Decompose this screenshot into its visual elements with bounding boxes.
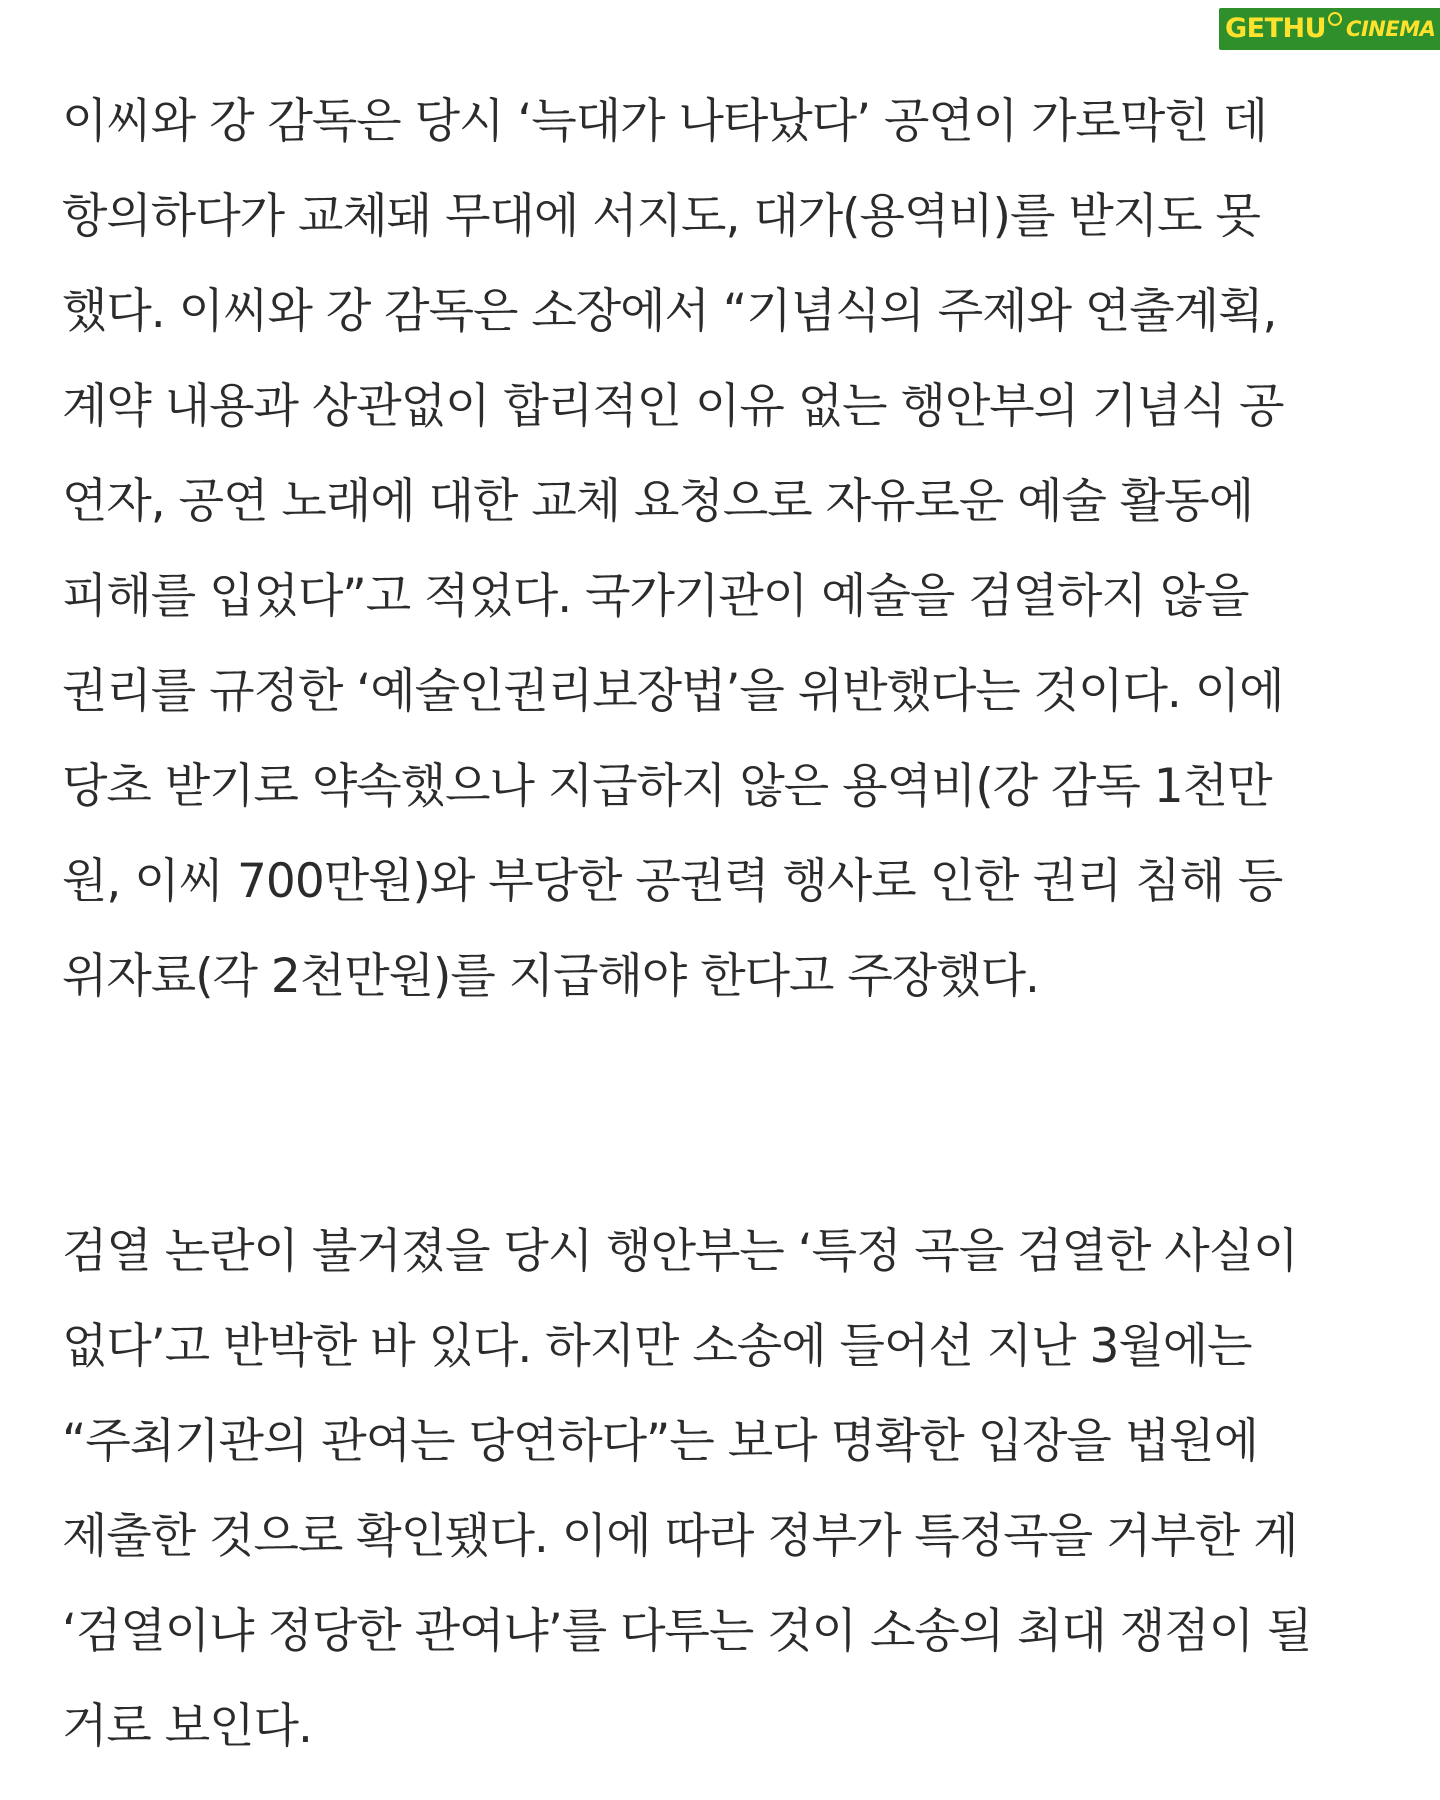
text-line: 피해를 입었다”고 적었다. 국가기관이 예술을 검열하지 않을: [62, 569, 1249, 624]
article-body: [62, 74, 1382, 1774]
paragraph-2: [62, 1204, 1382, 1774]
text-line: 제출한 것으로 확인됐다. 이에 따라 정부가 특정곡을 거부한 게: [62, 1509, 1298, 1564]
text-line: 연자, 공연 노래에 대한 교체 요청으로 자유로운 예술 활동에: [62, 474, 1254, 529]
text-line: 계약 내용과 상관없이 합리적인 이유 없는 행안부의 기념식 공: [62, 379, 1284, 434]
text-line: 없다’고 반박한 바 있다. 하지만 소송에 들어선 지난 3월에는: [62, 1319, 1252, 1374]
logo-cinema-text: CINEMA: [1344, 8, 1439, 50]
logo-text: GETHU: [1225, 13, 1327, 44]
text-line: 당초 받기로 약속했으나 지급하지 않은 용역비(강 감독 1천만: [62, 759, 1272, 814]
gethu-cinema-logo: [1219, 8, 1434, 50]
text-line: 권리를 규정한 ‘예술인권리보장법’을 위반했다는 것이다. 이에: [62, 664, 1284, 719]
text-line: 원, 이씨 700만원)와 부당한 공권력 행사로 인한 권리 침해 등: [62, 854, 1283, 909]
text-line: 검열 논란이 불거졌을 당시 행안부는 ‘특정 곡을 검열한 사실이: [62, 1224, 1298, 1279]
paragraph-gap: [62, 1024, 1382, 1204]
text-line: 했다. 이씨와 강 감독은 소장에서 “기념식의 주제와 연출계획,: [62, 284, 1277, 339]
text-line: “주최기관의 관여는 당연하다”는 보다 명확한 입장을 법원에: [62, 1414, 1258, 1469]
text-line: ‘검열이냐 정당한 관여냐’를 다투는 것이 소송의 최대 쟁점이 될: [62, 1604, 1312, 1659]
camera-reel-icon: [1328, 12, 1342, 26]
text-line: 이씨와 강 감독은 당시 ‘늑대가 나타났다’ 공연이 가로막힌 데: [62, 94, 1268, 149]
text-line: 위자료(각 2천만원)를 지급해야 한다고 주장했다.: [62, 949, 1039, 1004]
text-line: 거로 보인다.: [62, 1699, 312, 1754]
paragraph-1: [62, 74, 1382, 1024]
text-line: 항의하다가 교체돼 무대에 서지도, 대가(용역비)를 받지도 못: [62, 189, 1260, 244]
logo-wordmark: [1219, 8, 1440, 50]
